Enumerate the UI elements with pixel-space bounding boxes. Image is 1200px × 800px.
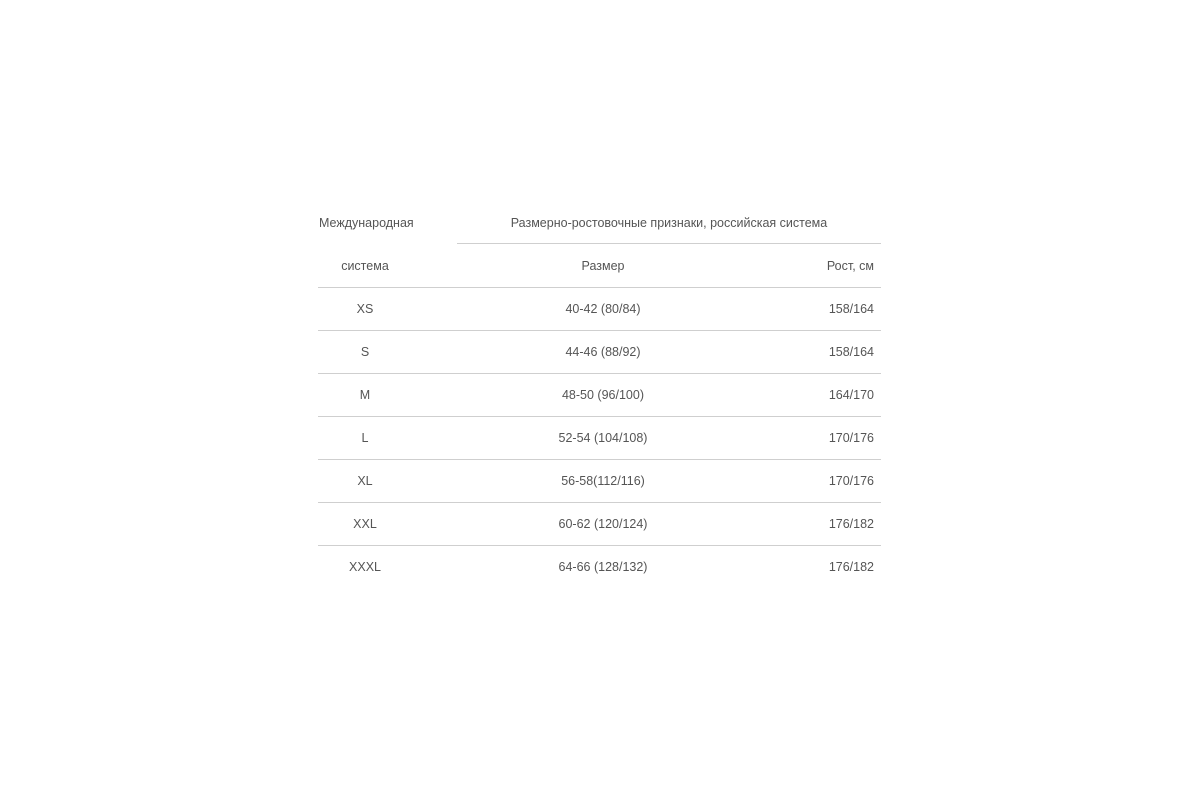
intl-size-cell: XL — [357, 474, 373, 488]
table-row — [318, 331, 881, 374]
ru-size-cell: 40-42 (80/84) — [565, 302, 641, 316]
intl-size-cell: XS — [356, 302, 374, 316]
header-international-line1: Международная — [319, 216, 414, 230]
ru-size-cell: 44-46 (88/92) — [565, 345, 641, 359]
ru-size-cell: 52-54 (104/108) — [558, 431, 648, 445]
height-cell: 176/182 — [828, 560, 874, 574]
intl-size-cell: XXXL — [349, 560, 381, 574]
table-header-bottom — [318, 245, 881, 288]
header-height: Рост, см — [826, 259, 874, 273]
intl-size-cell: L — [361, 431, 369, 445]
height-cell: 158/164 — [828, 345, 874, 359]
intl-size-cell: S — [360, 345, 370, 359]
size-chart-table — [318, 202, 881, 588]
ru-size-cell: 56-58(112/116) — [561, 474, 645, 488]
height-cell: 170/176 — [828, 431, 874, 445]
ru-size-cell: 60-62 (120/124) — [558, 517, 648, 531]
intl-size-cell: M — [359, 388, 371, 402]
header-group-divider — [457, 243, 881, 244]
header-size: Размер — [581, 259, 625, 273]
table-row — [318, 417, 881, 460]
table-row — [318, 460, 881, 503]
table-header-top — [318, 202, 881, 245]
height-cell: 158/164 — [828, 302, 874, 316]
header-international-line2: система — [341, 259, 389, 273]
table-row — [318, 546, 881, 588]
height-cell: 164/170 — [828, 388, 874, 402]
ru-size-cell: 64-66 (128/132) — [558, 560, 648, 574]
header-russian-system-group: Размерно-ростовочные признаки, российская система — [510, 216, 828, 230]
ru-size-cell: 48-50 (96/100) — [561, 388, 644, 402]
height-cell: 170/176 — [828, 474, 874, 488]
height-cell: 176/182 — [828, 517, 874, 531]
table-row — [318, 288, 881, 331]
intl-size-cell: XXL — [353, 517, 377, 531]
table-row — [318, 374, 881, 417]
table-row — [318, 503, 881, 546]
